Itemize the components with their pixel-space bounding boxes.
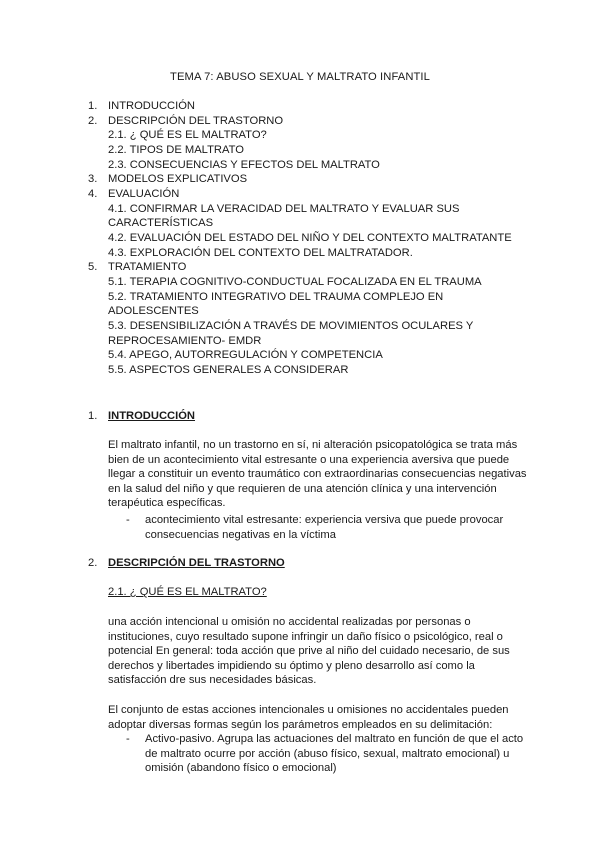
- document-page: TEMA 7: ABUSO SEXUAL Y MALTRATO INFANTIL 1. INTRODUCCIÓN 2. DESCRIPCIÓN DEL TRASTORNO 2.1. ¿ QUÉ ES EL MALTRATO? 2.2. TIPOS DE MALTRATO 2.3. CONSECUENCIAS Y EFECTOS DEL MALTRATO 3. MODELOS EXPLICATIVOS 4. EVALUACIÓN 4.1. CONFIRMAR LA VERACIDAD DEL MALTRATO Y EVALUAR SUS CARACTERÍSTICAS 4.2. EVALUACIÓN DEL ESTADO DEL NIÑO Y DEL CONTEXTO MALTRATANTE 4.3. EXPLORACIÓN DEL CONTEXTO DEL MALTRATADOR. 5. TRATAMIENTO 5.1. TERAPIA COGNITIVO-CONDUCTUAL FOCALIZADA EN EL TRAUMA 5.2. TRATAMIENTO INTEGRATIVO DEL TRAUMA COMPLEJO EN ADOLESCENTES 5.3. DESENSIBILIZACIÓN A TRAVÉS DE MOVIMIENTOS OCULARES Y REPROCESAMIENTO- EMDR 5.4. APEGO, AUTORREGULACIÓN Y COMPETENCIA 5.5. ASPECTOS GENERALES A CONSIDERAR 1. INTRODUCCIÓN El maltrato infantil, no un trastorno en sí, ni alteración psicopatológica se trata más bien de un acontecimiento vital estresante o una experiencia aversiva que puede llegar a constituir un evento traumático con extraordinarias consecuencias negativas en la salud del niño y que requieren de una atención clínica y una intervención terapéutica específicas. - acontecimiento vital estresante: experiencia versiva que puede provocar consecuencias negativas en la víctima 2. DESCRIPCIÓN DEL TRASTORNO 2.1. ¿ QUÉ ES EL MALTRATO? una acción intencional u omisión no accidental realizadas por personas o instituciones, cuyo resultado supone infringir un daño físico o psicológico, real o potencial En general: toda acción que prive al niño del cuidado necesario, de sus derechos y libertades impidiendo su óptimo y pleno desarrollo así como la satisfacción dre sus necesidades básicas. El conjunto de estas acciones intencionales u omisiones no accidentales pueden adoptar diversas formas según los parámetros empleados en su delimitación: - Activo-pasivo. Agrupa las actuaciones del maltrato en función de que el acto de maltrato ocurre por acción (abuso físico, sexual, maltrato emocional) u omisión (abandono físico o emocional): [0, 0, 600, 848]
- toc-item-5-4: 5.4. APEGO, AUTORREGULACIÓN Y COMPETENCIA: [108, 349, 383, 362]
- toc-item-5: 5. TRATAMIENTO: [88, 261, 187, 274]
- toc-item-5-1: 5.1. TERAPIA COGNITIVO-CONDUCTUAL FOCALIZADA EN EL TRAUMA: [108, 276, 482, 289]
- toc-item-2-1: 2.1. ¿ QUÉ ES EL MALTRATO?: [108, 129, 267, 142]
- section-2-1-paragraph-2: El conjunto de estas acciones intencionales u omisiones no accidentales pueden adoptar diversas formas según los parámetros empleados en su delimitación:: [108, 704, 509, 731]
- toc-item-4-1: 4.1. CONFIRMAR LA VERACIDAD DEL MALTRATO Y EVALUAR SUS CARACTERÍSTICAS: [108, 202, 460, 230]
- toc-item-2-3: 2.3. CONSECUENCIAS Y EFECTOS DEL MALTRATO: [108, 158, 380, 171]
- section-2-1-paragraph-1: una acción intencional u omisión no accidental realizadas por personas o instituciones, cuyo resultado supone infringir un daño físico o psicológico, real o potencial En general: toda acción que prive al niño del cuidado necesario, de sus derechos y libertades impidiendo su óptimo y pleno desarrollo así como la satisfacción dre sus necesidades básicas.: [108, 616, 510, 687]
- toc-item-5-5: 5.5. ASPECTOS GENERALES A CONSIDERAR: [108, 363, 349, 376]
- toc-item-4-3: 4.3. EXPLORACIÓN DEL CONTEXTO DEL MALTRATADOR.: [108, 246, 413, 259]
- section-2-1-heading: 2.1. ¿ QUÉ ES EL MALTRATO?: [108, 586, 267, 598]
- section-1-paragraph: El maltrato infantil, no un trastorno en sí, ni alteración psicopatológica se trata más bien de un acontecimiento vital estresante o una experiencia aversiva que puede llegar a constituir un evento traumático con extraordinarias consecuencias negativas en la salud del niño y que requieren de una atención clínica y una intervención terapéutica específicas.: [108, 439, 527, 510]
- section-2-1-bullet: - Activo-pasivo. Agrupa las actuaciones del maltrato en función de que el acto de maltrato ocurre por acción (abuso físico, sexual, maltrato emocional) u omisión (abandono físico o emocional): [126, 733, 524, 775]
- toc-item-1: 1. INTRODUCCIÓN: [88, 100, 196, 112]
- document-title: TEMA 7: ABUSO SEXUAL Y MALTRATO INFANTIL: [170, 71, 430, 83]
- bullet-dash: -: [126, 514, 130, 526]
- toc-item-4-2: 4.2. EVALUACIÓN DEL ESTADO DEL NIÑO Y DEL CONTEXTO MALTRATANTE: [108, 232, 512, 244]
- toc-item-5-3: 5.3. DESENSIBILIZACIÓN A TRAVÉS DE MOVIMIENTOS OCULARES Y REPROCESAMIENTO- EMDR: [108, 319, 474, 347]
- toc-item-5-2: 5.2. TRATAMIENTO INTEGRATIVO DEL TRAUMA COMPLEJO EN ADOLESCENTES: [108, 290, 444, 318]
- table-of-contents: [88, 99, 528, 378]
- bullet-dash: -: [126, 733, 130, 745]
- toc-item-3: 3. MODELOS EXPLICATIVOS: [88, 173, 248, 186]
- toc-item-2-2: 2.2. TIPOS DE MALTRATO: [108, 144, 244, 157]
- section-1-bullet: - acontecimiento vital estresante: experiencia versiva que puede provocar consecuencias negativas en la víctima: [126, 514, 504, 541]
- toc-item-2: 2. DESCRIPCIÓN DEL TRASTORNO: [88, 114, 284, 127]
- toc-item-4: 4. EVALUACIÓN: [88, 188, 180, 201]
